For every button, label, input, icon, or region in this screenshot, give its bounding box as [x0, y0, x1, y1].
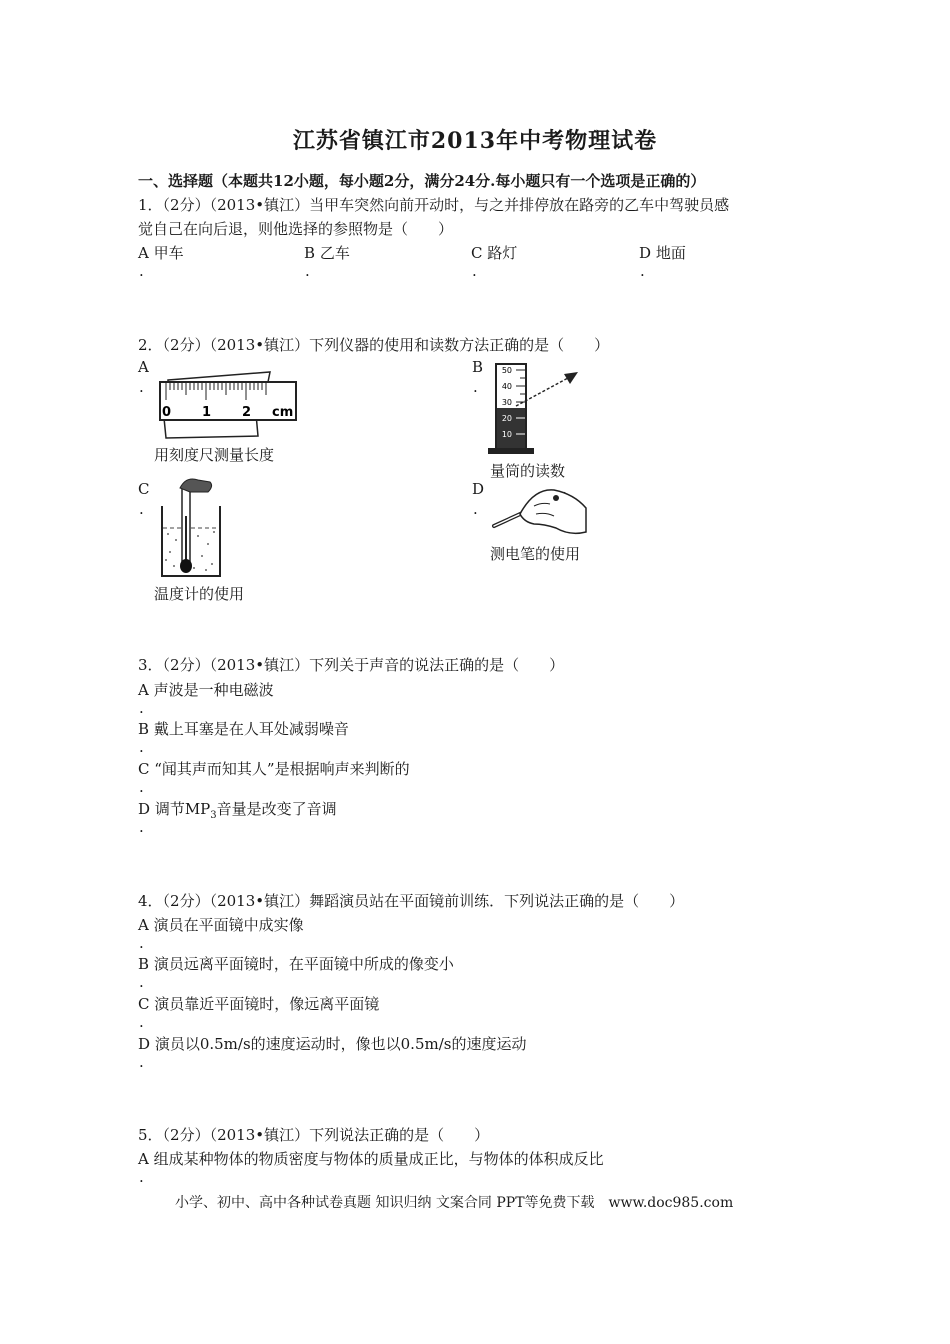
- option-letter: B: [138, 720, 150, 738]
- option-letter: A: [138, 1150, 149, 1168]
- option-dot: .: [139, 1053, 144, 1071]
- option-dot: .: [139, 973, 144, 991]
- option-text: 演员以0.5m/s的速度运动时，像也以0.5m/s的速度运动: [154, 1035, 527, 1053]
- q2-option-d-caption: 测电笔的使用: [490, 545, 581, 563]
- page-title: 江苏省镇江市2013年中考物理试卷: [292, 128, 658, 154]
- option-letter: A: [138, 244, 149, 262]
- q2-stem: 2．（2分）（2013•镇江）下列仪器的使用和读数方法正确的是（ ）: [138, 336, 610, 354]
- q3-option-c: [138, 758, 410, 779]
- cylinder-tick-50: 50: [501, 366, 512, 375]
- option-text: 甲车: [153, 244, 184, 262]
- option-letter: D: [138, 800, 151, 818]
- option-text: 声波是一种电磁波: [153, 681, 274, 699]
- option-dot: .: [139, 699, 144, 717]
- option-dot: .: [473, 500, 478, 518]
- ruler-tick-0: 0: [162, 405, 172, 420]
- q2-option-c-caption: 温度计的使用: [154, 585, 245, 603]
- option-text: 戴上耳塞是在人耳处减弱噪音: [153, 720, 349, 738]
- option-dot: .: [139, 818, 144, 836]
- option-letter: C: [138, 760, 150, 778]
- q3-stem: 3．（2分）（2013•镇江）下列关于声音的说法正确的是（ ）: [138, 656, 565, 674]
- ruler-tick-1: 1: [202, 405, 212, 420]
- q2-option-c-letter: C: [138, 480, 150, 498]
- q2-option-a-letter: A: [138, 358, 149, 376]
- q5-option-a: [138, 1148, 604, 1169]
- q1-option-c: [471, 242, 517, 263]
- option-text: “闻其声而知其人”是根据响声来判断的: [154, 760, 410, 778]
- ruler-figure: [158, 360, 300, 440]
- q2-option-a-caption: 用刻度尺测量长度: [154, 446, 275, 464]
- option-text: 演员靠近平面镜时，像远离平面镜: [154, 995, 380, 1013]
- option-letter: D: [138, 1035, 151, 1053]
- option-dot: .: [139, 934, 144, 952]
- option-dot: .: [139, 1168, 144, 1186]
- q5-stem: 5．（2分）（2013•镇江）下列说法正确的是（ ）: [138, 1126, 490, 1144]
- q3-option-d: [138, 798, 337, 821]
- page-footer: 小学、初中、高中各种试卷真题 知识归纳 文案合同 PPT等免费下载 www.doc985.com: [175, 1195, 734, 1211]
- option-letter: D: [639, 244, 652, 262]
- option-dot: .: [139, 262, 144, 280]
- cylinder-tick-10: 10: [501, 430, 512, 439]
- option-text: 演员在平面镜中成实像: [153, 916, 304, 934]
- hand-icon: [520, 490, 586, 533]
- option-dot: .: [139, 1013, 144, 1031]
- hand-icon: [180, 479, 212, 492]
- option-letter: C: [138, 995, 150, 1013]
- q4-option-d: [138, 1033, 526, 1054]
- ruler-unit: cm: [272, 405, 294, 420]
- option-dot: .: [139, 778, 144, 796]
- q1-option-b: [304, 242, 350, 263]
- q1-option-d: [639, 242, 686, 263]
- option-letter: B: [138, 955, 150, 973]
- option-text: 路灯: [487, 244, 518, 262]
- option-text: 组成某种物体的物质密度与物体的质量成正比，与物体的体积成反比: [153, 1150, 604, 1168]
- option-dot: .: [139, 378, 144, 396]
- cylinder-tick-40: 40: [501, 382, 512, 391]
- q4-stem: 4．（2分）（2013•镇江）舞蹈演员站在平面镜前训练．下列说法正确的是（ ）: [138, 892, 685, 910]
- ruler-tick-2: 2: [242, 405, 252, 420]
- eye-icon: [564, 372, 578, 384]
- q4-option-a: [138, 914, 304, 935]
- option-text: 演员远离平面镜时，在平面镜中所成的像变小: [153, 955, 454, 973]
- cylinder-tick-30: 30: [501, 398, 512, 407]
- q1-option-a: [138, 242, 184, 263]
- thermometer-beaker-figure: [158, 476, 228, 580]
- option-text: 乙车: [319, 244, 350, 262]
- option-dot: .: [640, 262, 645, 280]
- option-dot: .: [305, 262, 310, 280]
- option-letter: C: [471, 244, 483, 262]
- option-dot: .: [139, 500, 144, 518]
- option-dot: .: [472, 262, 477, 280]
- option-letter: A: [138, 916, 149, 934]
- q3-option-a: [138, 679, 274, 700]
- option-letter: B: [304, 244, 316, 262]
- graduated-cylinder-figure: [486, 360, 582, 456]
- cylinder-tick-20: 20: [501, 414, 512, 423]
- option-text: 调节$MP_3$音量是改变了音调: [154, 800, 337, 821]
- section-heading: 一、选择题（本题共12小题，每小题2分，满分24分.每小题只有一个选项是正确的）: [138, 172, 706, 190]
- option-letter: A: [138, 681, 149, 699]
- q4-option-c: [138, 993, 379, 1014]
- q1-stem-line1: 1．（2分）（2013•镇江）当甲车突然向前开动时，与之并排停放在路旁的乙车中驾驶员感: [138, 196, 730, 214]
- q2-option-d-letter: D: [472, 480, 485, 498]
- test-pen-figure: [490, 480, 590, 540]
- option-text: 地面: [655, 244, 686, 262]
- q4-option-b: [138, 953, 454, 974]
- q2-option-b-caption: 量筒的读数: [490, 462, 566, 480]
- option-dot: .: [139, 738, 144, 756]
- q2-option-b-letter: B: [472, 358, 484, 376]
- q1-stem-line2: 觉自己在向后退，则他选择的参照物是（ ）: [138, 220, 454, 238]
- q3-option-b: [138, 718, 349, 739]
- option-dot: .: [473, 378, 478, 396]
